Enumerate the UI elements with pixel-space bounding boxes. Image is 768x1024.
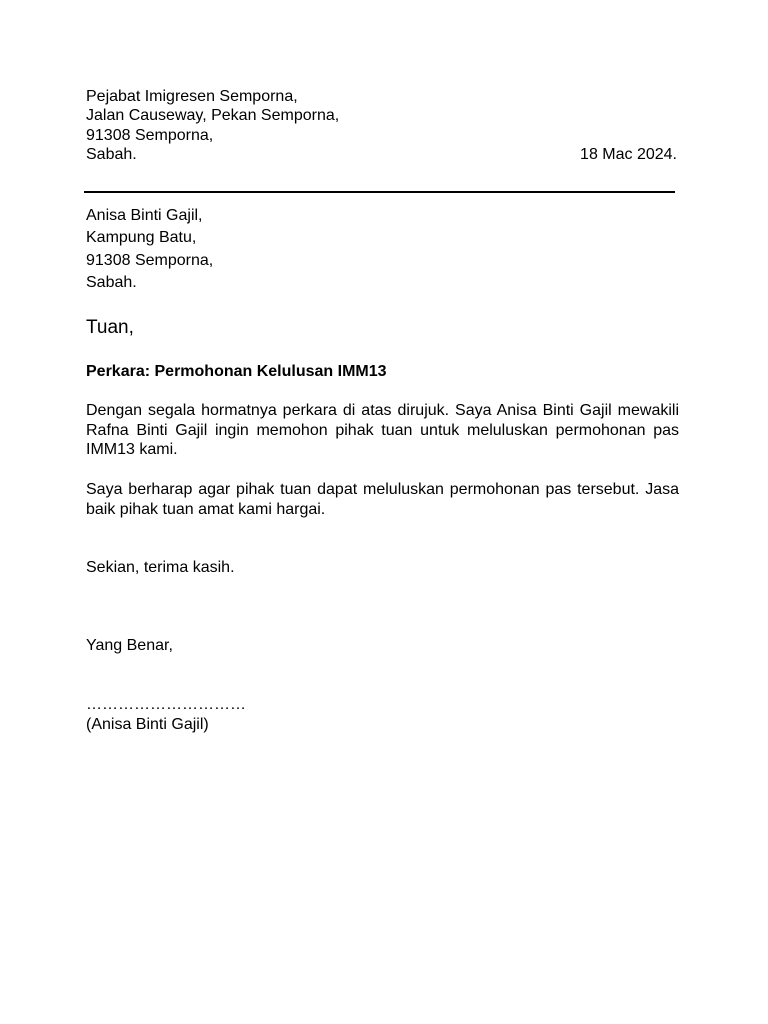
signature-line: ………………………… [86, 696, 246, 713]
closing-text: Sekian, terima kasih. [86, 559, 235, 576]
recipient-address-line-2: Kampung Batu, [86, 229, 197, 246]
body-paragraph-2: Saya berharap agar pihak tuan dapat meluluskan permohonan pas tersebut. Jasa baik pihak tuan amat kami hargai. [86, 481, 679, 518]
sender-address-line-1: Pejabat Imigresen Semporna, [86, 88, 298, 105]
body-paragraph-1: Dengan segala hormatnya perkara di atas dirujuk. Saya Anisa Binti Gajil mewakili Rafna Binti Gajil ingin memohon pihak tuan untuk meluluskan permohonan pas IMM13 kami. [86, 402, 679, 458]
salutation: Tuan, [86, 317, 134, 338]
signatory-name: (Anisa Binti Gajil) [86, 716, 209, 733]
recipient-address-line-1: Anisa Binti Gajil, [86, 207, 203, 224]
letter-date: 18 Mac 2024. [580, 146, 677, 163]
header-divider [84, 191, 675, 193]
recipient-address-line-4: Sabah. [86, 274, 137, 291]
sender-address-line-3: 91308 Semporna, [86, 127, 214, 144]
recipient-address-line-3: 91308 Semporna, [86, 252, 214, 269]
sender-address-line-4: Sabah. [86, 146, 137, 163]
sender-address-line-2: Jalan Causeway, Pekan Semporna, [86, 107, 340, 124]
subject-line: Perkara: Permohonan Kelulusan IMM13 [86, 363, 387, 380]
signoff-text: Yang Benar, [86, 637, 173, 654]
